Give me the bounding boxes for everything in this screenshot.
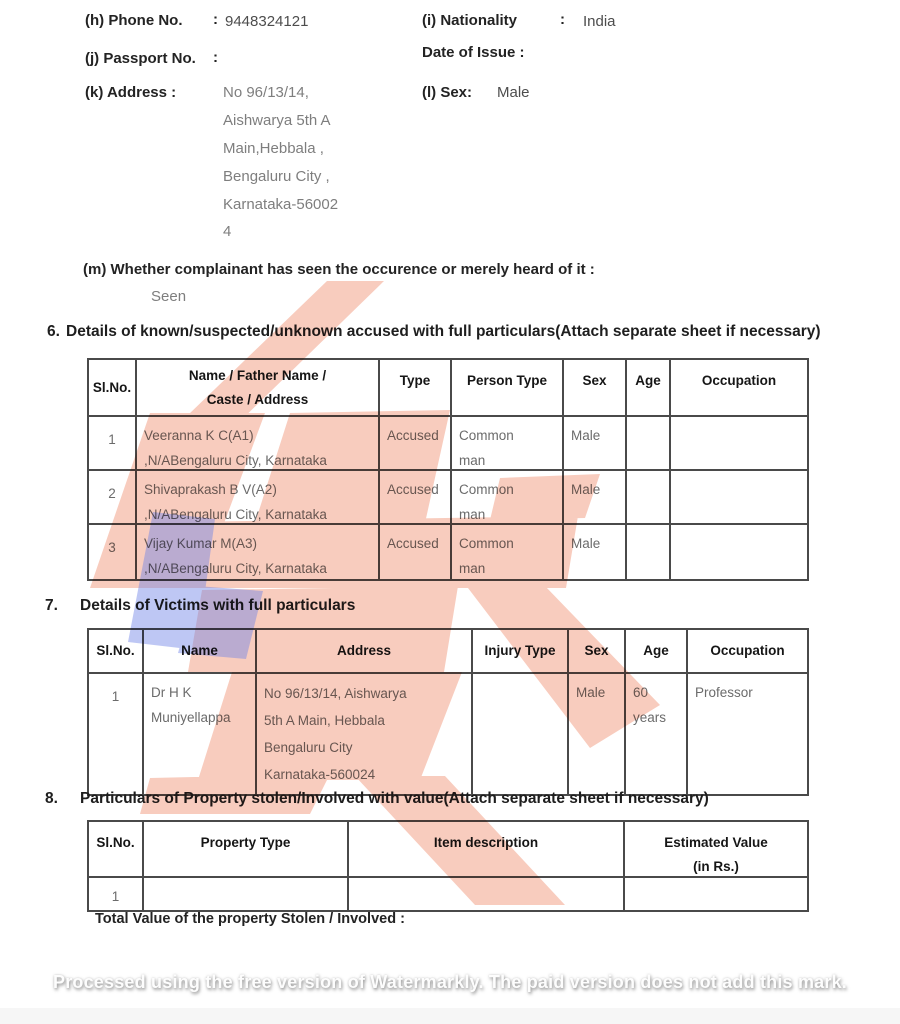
property-header-value-line2: (in Rs.) [693, 859, 739, 874]
victim-row1-address-line2: 5th A Main, Hebbala [264, 713, 385, 728]
accused-row1-occupation [671, 417, 807, 471]
victims-header-name: Name [144, 630, 257, 674]
accused-row2-sex: Male [564, 471, 627, 525]
victim-row1-address-line4: Karnataka-560024 [264, 767, 376, 782]
victims-header-address: Address [257, 630, 473, 674]
accused-row3-name [137, 525, 380, 579]
address-line-3: Main,Hebbala , [223, 140, 324, 157]
accused-row2-name-line2: ,N/ABengaluru City, Karnataka [144, 507, 327, 522]
victims-header-sex: Sex [569, 630, 626, 674]
witness-question-label: (m) Whether complainant has seen the occurence or merely heard of it : [83, 261, 595, 278]
accused-row2-occupation [671, 471, 807, 525]
accused-row3-person-line2: man [459, 561, 486, 576]
nationality-value: India [583, 13, 616, 30]
accused-row1-type: Accused [380, 417, 452, 471]
accused-header-age: Age [627, 360, 671, 417]
accused-row1-name-line2: ,N/ABengaluru City, Karnataka [144, 453, 327, 468]
property-header-item: Item description [349, 822, 625, 878]
victims-header-injury: Injury Type [473, 630, 569, 674]
section6-number: 6. [47, 323, 60, 340]
property-row1-item [349, 878, 625, 910]
victims-header-age: Age [626, 630, 688, 674]
accused-header-name-line2: Caste / Address [206, 391, 309, 407]
section7-heading: Details of Victims with full particulars [80, 597, 356, 614]
victim-row1-age-line2: years [633, 710, 667, 725]
accused-row3-person [452, 525, 564, 579]
victim-row1-sl: 1 [89, 674, 144, 794]
accused-row2-name-line1: Shivaprakash B V(A2) [144, 482, 277, 497]
property-row1-value [625, 878, 807, 910]
property-header-type: Property Type [144, 822, 349, 878]
accused-row3-occupation [671, 525, 807, 579]
accused-row2-person-line1: Common [459, 482, 514, 497]
section7-number: 7. [45, 597, 58, 614]
property-row1-type [144, 878, 349, 910]
property-header-slno: Sl.No. [89, 822, 144, 878]
accused-header-type: Type [380, 360, 452, 417]
victim-row1-address-line1: No 96/13/14, Aishwarya [264, 686, 407, 701]
accused-row2-sl: 2 [89, 471, 137, 525]
victim-row1-sex: Male [569, 674, 626, 794]
address-line-4: Bengaluru City , [223, 168, 330, 185]
address-line-1: No 96/13/14, [223, 84, 309, 101]
victims-header-occupation: Occupation [688, 630, 807, 674]
accused-row2-age [627, 471, 671, 525]
watermarkly-caption: Processed using the free version of Watermarkly. The paid version does not add this mark. [52, 972, 847, 992]
accused-row2-type: Accused [380, 471, 452, 525]
accused-header-occupation: Occupation [671, 360, 807, 417]
property-header-value-line1: Estimated Value [664, 835, 768, 850]
accused-row3-name-line2: ,N/ABengaluru City, Karnataka [144, 561, 327, 576]
accused-header-name [137, 360, 380, 417]
accused-row1-age [627, 417, 671, 471]
accused-header-sex: Sex [564, 360, 627, 417]
accused-row2-name [137, 471, 380, 525]
bottom-strip [0, 1008, 900, 1024]
accused-header-name-line1: Name / Father Name / [188, 367, 327, 383]
accused-row1-person [452, 417, 564, 471]
victims-table [87, 628, 809, 796]
accused-row3-sl: 3 [89, 525, 137, 579]
victim-row1-age [626, 674, 688, 794]
accused-row1-person-line2: man [459, 453, 486, 468]
accused-row1-person-line1: Common [459, 428, 514, 443]
section8-heading: Particulars of Property stolen/Involved with value(Attach separate sheet if necessary) [80, 790, 709, 807]
passport-label: (j) Passport No. [85, 50, 196, 67]
date-of-issue-label: Date of Issue : [422, 44, 525, 61]
accused-row3-sex: Male [564, 525, 627, 579]
sex-label: (l) Sex: [422, 84, 473, 101]
accused-row1-sex: Male [564, 417, 627, 471]
nationality-label: (i) Nationality [422, 12, 518, 29]
phone-value: 9448324121 [225, 13, 309, 30]
property-header-value [625, 822, 807, 878]
victim-row1-name [144, 674, 257, 794]
accused-row1-name [137, 417, 380, 471]
property-table [87, 820, 809, 912]
accused-row3-name-line1: Vijay Kumar M(A3) [144, 536, 258, 551]
accused-row1-sl: 1 [89, 417, 137, 471]
accused-table [87, 358, 809, 581]
address-line-2: Aishwarya 5th A [223, 112, 331, 129]
phone-label: (h) Phone No. [85, 12, 183, 29]
accused-row3-type: Accused [380, 525, 452, 579]
passport-colon: : [213, 49, 218, 66]
accused-header-slno: Sl.No. [89, 360, 137, 417]
address-label: (k) Address : [85, 84, 177, 101]
accused-row2-person [452, 471, 564, 525]
section8-number: 8. [45, 790, 58, 807]
victim-row1-injury [473, 674, 569, 794]
nationality-colon: : [560, 11, 565, 28]
address-line-5: Karnataka-56002 [223, 196, 339, 213]
victim-row1-occupation: Professor [695, 685, 753, 700]
victim-row1-name-line2: Muniyellappa [151, 710, 231, 725]
accused-header-person-type: Person Type [452, 360, 564, 417]
victim-row1-address [257, 674, 473, 794]
section6-heading: Details of known/suspected/unknown accused with full particulars(Attach separate sheet if necessary) [66, 323, 821, 340]
victim-row1-address-line3: Bengaluru City [264, 740, 353, 755]
accused-row3-age [627, 525, 671, 579]
accused-row2-person-line2: man [459, 507, 486, 522]
victims-header-slno: Sl.No. [89, 630, 144, 674]
property-total-label: Total Value of the property Stolen / Involved : [95, 911, 405, 927]
victim-row1-name-line1: Dr H K [151, 685, 192, 700]
sex-value: Male [497, 84, 530, 101]
address-line-6: 4 [223, 223, 232, 240]
property-row1-sl: 1 [89, 878, 144, 910]
accused-row3-person-line1: Common [459, 536, 514, 551]
accused-row1-name-line1: Veeranna K C(A1) [144, 428, 254, 443]
witness-answer: Seen [151, 288, 187, 305]
phone-colon: : [213, 11, 218, 28]
victim-row1-age-line1: 60 [633, 685, 649, 700]
